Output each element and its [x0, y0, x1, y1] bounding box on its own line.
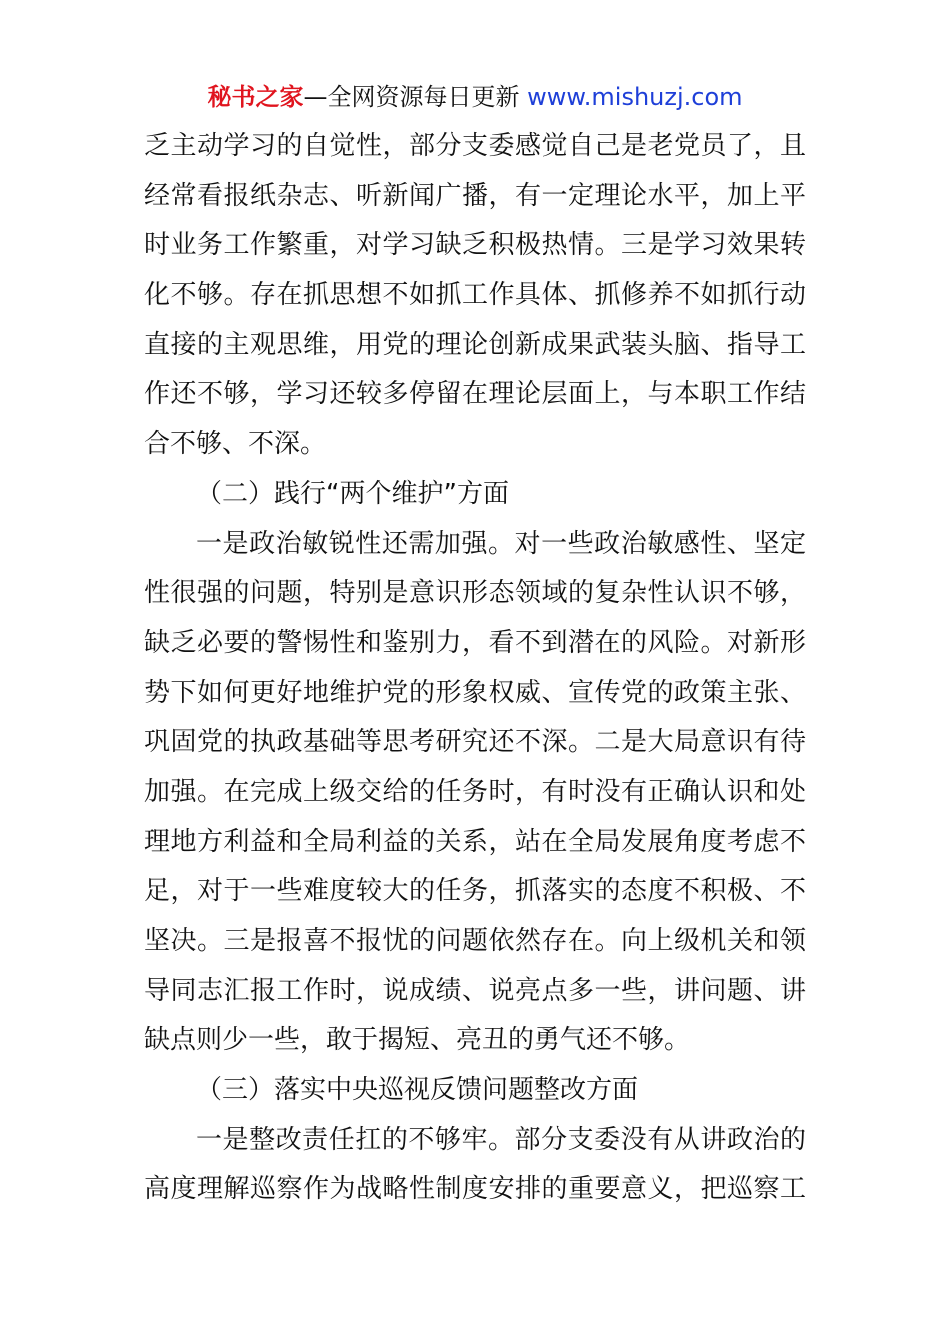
text-line: （二）践行“两个维护”方面 [196, 478, 509, 509]
text-line: 一是政治敏锐性还需加强。对一些政治敏感性、坚定 [196, 528, 806, 559]
text-line: 性很强的问题，特别是意识形态领域的复杂性认识不够， [144, 578, 806, 609]
text-line: 势下如何更好地维护党的形象权威、宣传党的政策主张、 [144, 677, 806, 708]
site-header [0, 80, 950, 114]
text-line: 时业务工作繁重，对学习缺乏积极热情。三是学习效果转 [144, 230, 806, 261]
document-body [144, 122, 806, 1215]
text-line: 作还不够，学习还较多停留在理论层面上，与本职工作结 [144, 379, 806, 410]
text-line: 加强。在完成上级交给的任务时，有时没有正确认识和处 [144, 776, 806, 807]
text-line: 理地方利益和全局利益的关系，站在全局发展角度考虑不 [144, 826, 806, 857]
text-line: 缺点则少一些，敢于揭短、亮丑的勇气还不够。 [144, 1025, 691, 1056]
text-line: 一是整改责任扛的不够牢。部分支委没有从讲政治的 [196, 1124, 806, 1155]
text-line: （三）落实中央巡视反馈问题整改方面 [196, 1075, 639, 1106]
text-line: 经常看报纸杂志、听新闻广播，有一定理论水平，加上平 [144, 180, 806, 211]
text-line: 足，对于一些难度较大的任务，抓落实的态度不积极、不 [144, 876, 806, 907]
text-line: 化不够。存在抓思想不如抓工作具体、抓修养不如抓行动 [144, 280, 806, 311]
site-brand: 秘书之家 [207, 83, 304, 111]
site-tagline: —全网资源每日更新 [303, 83, 520, 111]
text-line: 导同志汇报工作时，说成绩、说亮点多一些，讲问题、讲 [144, 975, 806, 1006]
site-url-link[interactable]: www.mishuzj.com [527, 83, 743, 111]
text-line: 缺乏必要的警惕性和鉴别力，看不到潜在的风险。对新形 [144, 627, 806, 658]
text-line: 巩固党的执政基础等思考研究还不深。二是大局意识有待 [144, 727, 806, 758]
text-line: 高度理解巡察作为战略性制度安排的重要意义，把巡察工 [144, 1174, 806, 1205]
text-line: 乏主动学习的自觉性，部分支委感觉自己是老党员了，且 [144, 131, 806, 161]
text-line: 合不够、不深。 [144, 429, 327, 460]
text-line: 坚决。三是报喜不报忧的问题依然存在。向上级机关和领 [144, 926, 806, 956]
text-line: 直接的主观思维，用党的理论创新成果武装头脑、指导工 [144, 329, 806, 360]
